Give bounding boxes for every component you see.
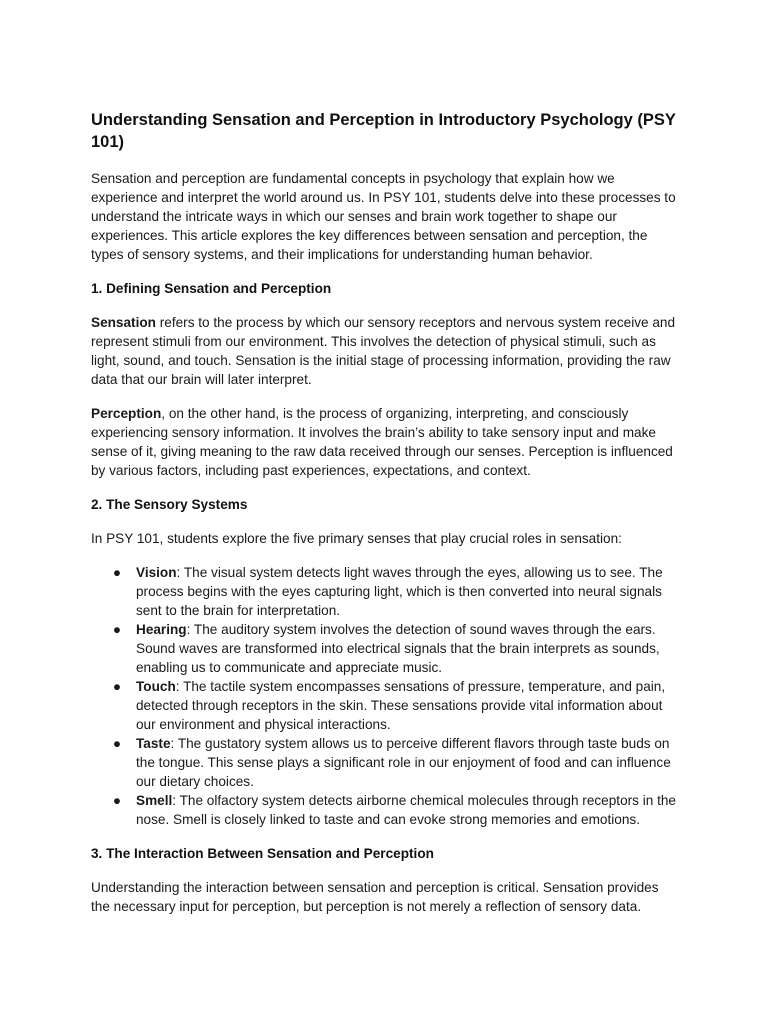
list-item-smell xyxy=(91,791,681,829)
section-3-heading: 3. The Interaction Between Sensation and Perception xyxy=(91,846,434,861)
intro-paragraph: Sensation and perception are fundamental concepts in psychology that explain how we experience and interpret the world around us. In PSY 101, students delve into these processes to understand the intricate ways in which our senses and brain work together to shape our experiences. This article explores the key differences between sensation and perception, the types of sensory systems, and their implications for understanding human behavior. xyxy=(91,171,676,262)
list-item-text: : The tactile system encompasses sensations of pressure, temperature, and pain, detected through receptors in the skin. These sensations provide vital information about our environment and physical interactions. xyxy=(136,679,666,732)
bullet-icon: ● xyxy=(112,736,122,751)
list-item-text: : The visual system detects light waves through the eyes, allowing us to see. The process begins with the eyes capturing light, which is then converted into neural signals sent to the brain for interpretation. xyxy=(136,565,663,618)
senses-intro-paragraph: In PSY 101, students explore the five primary senses that play crucial roles in sensation: xyxy=(91,531,622,546)
list-item-term: Taste xyxy=(136,736,171,751)
section-2-heading: 2. The Sensory Systems xyxy=(91,497,248,512)
list-item-term: Touch xyxy=(136,679,176,694)
list-item-text: : The auditory system involves the detection of sound waves through the ears. Sound waves are transformed into electrical signals that the brain interprets as sounds, enabling us to communicate and appreciate music. xyxy=(136,622,660,675)
interaction-paragraph: Understanding the interaction between sensation and perception is critical. Sensation provides the necessary input for perception, but perception is not merely a reflection of sensory data. xyxy=(91,880,659,914)
list-item-touch xyxy=(91,677,681,734)
list-item-term: Smell xyxy=(136,793,173,808)
list-item-term: Vision xyxy=(136,565,177,580)
bullet-icon: ● xyxy=(112,679,122,694)
perception-definition: , on the other hand, is the process of organizing, interpreting, and consciously experiencing sensory information. It involves the brain’s ability to take sensory input and make sense of it, giving meaning to the raw data received through our senses. Perception is influenced by various factors, including past experiences, expectations, and context. xyxy=(91,406,673,478)
list-item-taste xyxy=(91,734,681,791)
list-item-text: : The olfactory system detects airborne chemical molecules through receptors in the nose. Smell is closely linked to taste and can evoke strong memories and emotions. xyxy=(136,793,676,827)
bullet-icon: ● xyxy=(112,622,122,637)
sensation-term: Sensation xyxy=(91,315,156,330)
sensation-paragraph xyxy=(91,313,681,389)
senses-list xyxy=(91,563,681,829)
list-item-hearing xyxy=(91,620,681,677)
document-page xyxy=(91,109,681,931)
document-title: Understanding Sensation and Perception in Introductory Psychology (PSY 101) xyxy=(91,111,676,151)
list-item-text: : The gustatory system allows us to perceive different flavors through taste buds on the tongue. This sense plays a significant role in our enjoyment of food and can influence our dietary choices. xyxy=(136,736,671,789)
section-1-heading: 1. Defining Sensation and Perception xyxy=(91,281,332,296)
sensation-definition: refers to the process by which our sensory receptors and nervous system receive and represent stimuli from our environment. This involves the detection of physical stimuli, such as light, sound, and touch. Sensation is the initial stage of processing information, providing the raw data that our brain will later interpret. xyxy=(91,315,676,387)
bullet-icon: ● xyxy=(112,565,122,580)
list-item-term: Hearing xyxy=(136,622,187,637)
perception-term: Perception xyxy=(91,406,162,421)
bullet-icon: ● xyxy=(112,793,122,808)
perception-paragraph xyxy=(91,404,681,480)
list-item-vision xyxy=(91,563,681,620)
